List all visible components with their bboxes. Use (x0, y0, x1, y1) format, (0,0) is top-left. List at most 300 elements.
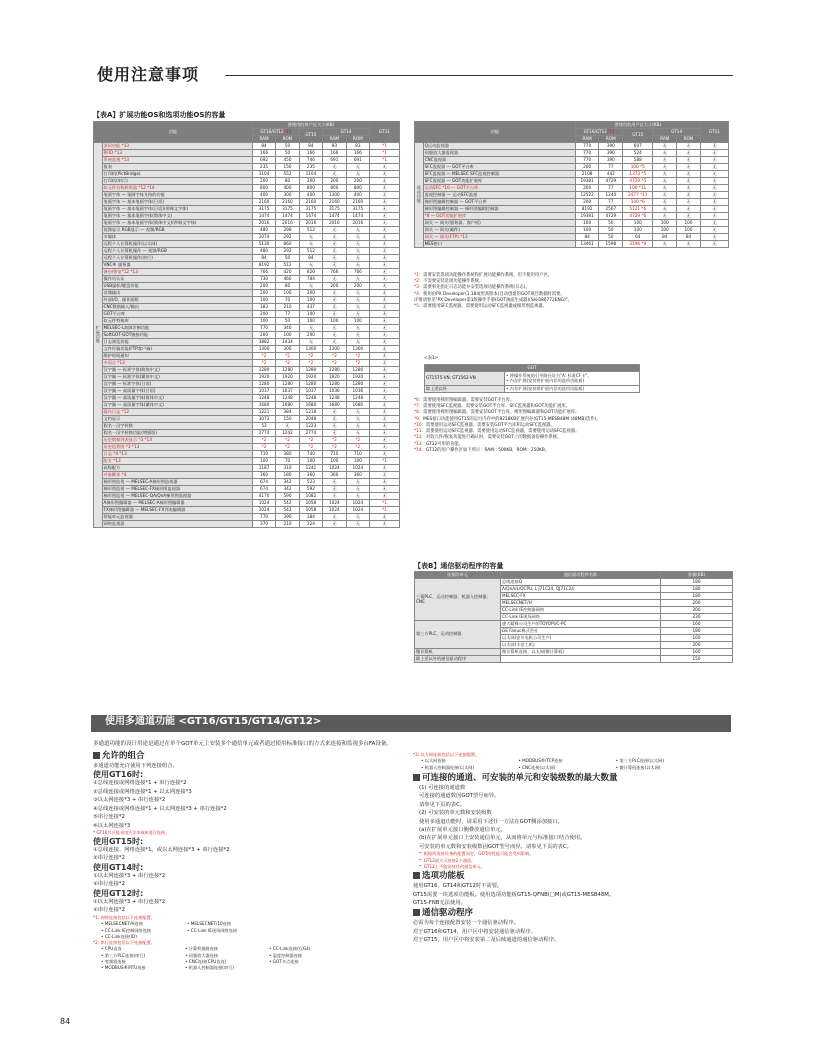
left-value-cell: 1280 (276, 381, 299, 388)
left-value-cell: 1024 (323, 507, 346, 514)
left-value-cell: 1221 (252, 409, 275, 416)
square-bullet-icon (413, 909, 420, 916)
right-value-cell: 200 (575, 199, 599, 206)
right-value-cell: 770 (575, 150, 599, 157)
table-row (94, 290, 400, 297)
left-function-cell: 操作员认证 (102, 276, 252, 283)
right-function-cell: SFC监视器 — GOT功能扩展库 (423, 178, 575, 185)
left-value-cell: 1920 (323, 374, 346, 381)
right-value-cell: 3196 *9 (623, 241, 653, 248)
left-value-cell: 无 (370, 437, 400, 444)
table-row (415, 649, 733, 656)
capacity-cell: 160 (661, 621, 733, 628)
list-item: ①总线连接、网络连接*1，或以太网连接*3 + 串行连接*2 (93, 846, 230, 853)
table-row (415, 241, 729, 248)
table-row (415, 185, 729, 192)
left-value-cell: 1474 (346, 213, 370, 220)
left-value-cell: 无 (370, 283, 400, 290)
left-value-cell: 310 (276, 465, 299, 472)
left-value-cell: *2 (252, 444, 275, 451)
left-value-cell: 1037 (276, 388, 299, 395)
table-row (94, 423, 400, 430)
left-value-cell: *2 (276, 444, 299, 451)
table-row (94, 479, 400, 486)
right-value-cell: 无 (700, 199, 728, 206)
table-row (94, 381, 400, 388)
left-function-cell: 备份/恢复*12 *13 (102, 269, 252, 276)
left-value-cell: 1280 (346, 367, 370, 374)
left-value-cell: 无 (346, 171, 370, 178)
list-item: • 第三方PLC连接(以太网) (615, 758, 665, 764)
table-row (94, 227, 400, 234)
left-value-cell: 无 (323, 276, 346, 283)
driver-text (413, 919, 733, 944)
right-value-cell: 50 (599, 227, 623, 234)
left-value-cell: 1036 (323, 388, 346, 395)
left-value-cell: 1024 (252, 507, 275, 514)
table1-row2-label: 除上述以外 (425, 386, 505, 393)
left-value-cell: *2 (299, 437, 322, 444)
right-value-cell: 无 (677, 192, 701, 199)
left-function-cell: 汉字圈 — 高质量字体(繁体中文) (102, 402, 252, 409)
right-value-cell: 无 (677, 157, 701, 164)
left-value-cell: 无 (370, 297, 400, 304)
table-row (94, 486, 400, 493)
table-row (94, 367, 400, 374)
left-function-cell: 打印机(PictBridge) (102, 171, 252, 178)
table-row (94, 255, 400, 262)
left-function-cell: 汉字圈 — 标准字体(繁体中文) (102, 374, 252, 381)
footnote3-label: *3: 以太网连接包括以下连接配置。 (413, 752, 480, 757)
right-value-cell: 无 (700, 220, 728, 227)
right-value-cell: 4729 *6 (623, 213, 653, 220)
table-row (415, 192, 729, 199)
left-function-cell: 汉字圈 — 高质量字体(简体中文) (102, 395, 252, 402)
left-column (93, 752, 393, 972)
left-value-cell: 无 (370, 472, 400, 479)
driver-name-cell: MELSECNET/H (501, 600, 661, 607)
left-function-cell: 笔画字体 — 笔画字体支持的功能 (102, 192, 252, 199)
table-row (415, 171, 729, 178)
header-gt16-note: *13 (283, 128, 292, 134)
capacity-cell: 200 (661, 600, 733, 607)
left-value-cell: *2 (323, 360, 346, 367)
left-value-cell: 无 (370, 423, 400, 430)
left-value-cell: 1280 (276, 367, 299, 374)
left-function-cell: 远程个人计算机操作 — 视频/RGB (102, 248, 252, 255)
left-value-cell: *2 (299, 353, 322, 360)
left-value-cell: 384 (299, 514, 322, 521)
footnote: *7：需要使用SFC监视器。需要安装GOT平台库、SFC监视器和GOT功能扩展库。 (414, 404, 570, 410)
left-value-cell: 无 (323, 521, 346, 528)
right-value-cell: 390 (599, 150, 623, 157)
left-value-cell: 无 (370, 395, 400, 402)
list-item: • 机器人控制器连接(以太网) (421, 764, 475, 770)
list-item: • GOT多点连接 (269, 958, 299, 964)
header-gt15: GT15 (299, 129, 322, 143)
right-value-cell: 无 (700, 213, 728, 220)
table-row (94, 444, 400, 451)
left-value-cell: *2 (346, 444, 370, 451)
left-value-cell: 无 (370, 206, 400, 213)
left-function-cell: 打印机(串行) (102, 178, 252, 185)
left-value-cell: 691 (346, 157, 370, 164)
square-bullet-icon (413, 872, 420, 879)
right-function-cell: 伺服放大器监视器 (423, 150, 575, 157)
left-value-cell: 370 (252, 521, 275, 528)
list-item: • CC-Link IE控制网络连接 (101, 927, 152, 933)
left-value-cell: 1058 (299, 507, 322, 514)
left-value-cell: 无 (323, 248, 346, 255)
left-value-cell: 无 (370, 234, 400, 241)
channels-notes (413, 851, 733, 870)
connected-unit-cell: 微计算机 (415, 649, 501, 656)
left-value-cell: 420 (276, 269, 299, 276)
left-value-cell: 无 (299, 283, 322, 290)
header-rom-gt14-r: ROM (677, 136, 701, 143)
left-value-cell: 100 (252, 318, 275, 325)
right-value-cell: 无 (653, 213, 677, 220)
right-value-cell: 无 (677, 164, 701, 171)
left-value-cell: 无 (370, 486, 400, 493)
left-value-cell: *2 (252, 353, 275, 360)
capacity-table-left (93, 121, 400, 528)
capacity-table-right (414, 121, 729, 248)
left-value-cell: 无 (323, 486, 346, 493)
right-function-cell: 网关 — 网关(FTP) *13 (423, 234, 575, 241)
left-function-cell: 假名一汉字转换功能(增强版) (102, 430, 252, 437)
right-value-cell: 无 (653, 171, 677, 178)
list-item: 必需为每个连接配置安装一个通信驱动程序。 (413, 920, 519, 927)
table1-row1-v1: • 将操作系统的引导路径设为"A: 标准CF卡"。 (506, 372, 592, 378)
left-value-cell: 200 (252, 283, 275, 290)
left-function-cell: 笔画字体 — 基本笔画字体(日语)(带韩文字体) (102, 206, 252, 213)
right-function-cell: 梯形图编辑控制器 — GOT平台库 (423, 199, 575, 206)
left-value-cell: 1680 (346, 402, 370, 409)
table-row (94, 283, 400, 290)
table-row (94, 220, 400, 227)
left-value-cell: *1 (370, 157, 400, 164)
left-function-cell: 文档显示 (102, 416, 252, 423)
table-row (94, 297, 400, 304)
footnote: *2：不需要安装选项功能操作系统。 (414, 279, 484, 285)
table-row (415, 234, 729, 241)
header-gt11: GT11 (370, 122, 400, 143)
left-value-cell: 2160 (323, 199, 346, 206)
left-function-cell: 智能单元监视器 (102, 514, 252, 521)
table-row (94, 164, 400, 171)
left-function-cell: 汉字圈 — 高质量字体(日语) (102, 388, 252, 395)
list-item: GT15-FNB无法使用。 (413, 900, 466, 906)
left-value-cell: 1024 (323, 500, 346, 507)
list-item: • 以太网连接 (421, 758, 446, 764)
table-row (415, 143, 729, 150)
table-row (94, 157, 400, 164)
left-function-cell: 系统监视 *13 (102, 157, 252, 164)
left-function-cell: 笔画字体 — 基本笔画字体(简体中文)(带韩文字体) (102, 220, 252, 227)
left-value-cell: 无 (346, 339, 370, 346)
right-value-cell: 无 (677, 206, 701, 213)
right-value-cell: 390 (599, 157, 623, 164)
left-value-cell: 542 (276, 500, 299, 507)
left-value-cell: 无 (370, 241, 400, 248)
left-value-cell: 80 (276, 178, 299, 185)
left-value-cell: *2 (299, 444, 322, 451)
right-value-cell: 无 (677, 178, 701, 185)
right-value-cell: 无 (677, 150, 701, 157)
table-a-title: 【表A】扩展功能OS和选项功能OS的容量 (93, 111, 226, 119)
table-row (415, 164, 729, 171)
left-value-cell: 无 (346, 164, 370, 171)
gt14-list (93, 872, 393, 889)
right-value-cell: 100 (575, 227, 599, 234)
footnote: 详情请参见"PX Developer第1版操作手册(GOT画面生成器)(SH-080772ENG)"。 (414, 297, 572, 303)
left-value-cell: 2160 (276, 199, 299, 206)
left-value-cell: 3175 (299, 206, 322, 213)
right-function-cell: *8 — GOT功能扩展库 (423, 213, 575, 220)
table-a-right (414, 121, 729, 248)
left-value-cell: 2016 (252, 220, 275, 227)
gt12-list (93, 898, 393, 915)
left-value-cell: 无 (346, 304, 370, 311)
right-value-cell: 77 (599, 185, 623, 192)
left-function-cell: 梯形图监视 — MELSEC-A梯形图监视器 (102, 479, 252, 486)
left-value-cell: 1082 (299, 493, 322, 500)
left-value-cell: *2 (346, 360, 370, 367)
left-function-cell: 操作日志 *12 (102, 409, 252, 416)
left-value-cell: 无 (299, 241, 322, 248)
right-value-cell: 100 (575, 220, 599, 227)
header-gt16-r: GT16/GT12 (583, 128, 607, 134)
left-value-cell: 无 (323, 227, 346, 234)
left-value-cell: 592 (299, 486, 322, 493)
header-function: 功能 (94, 122, 253, 143)
left-function-cell: 汉字圈 — 标准字体(简体中文) (102, 367, 252, 374)
table-row (94, 416, 400, 423)
left-value-cell: 100 (323, 318, 346, 325)
right-function-cell: CNC监视器 (423, 157, 575, 164)
left-function-cell: 日志 *4 *13 (102, 451, 252, 458)
left-value-cell: 100 (346, 458, 370, 465)
left-value-cell: 1248 (252, 395, 275, 402)
left-value-cell: 800 (299, 185, 322, 192)
left-value-cell: 80 (276, 283, 299, 290)
header-rom: ROM (276, 136, 299, 143)
left-value-cell: 无 (370, 367, 400, 374)
right-value-cell: 无 (700, 185, 728, 192)
table-b (414, 571, 732, 663)
right-value-cell: 100 *5 (623, 164, 653, 171)
table-row (94, 178, 400, 185)
left-value-cell: 无 (323, 234, 346, 241)
left-value-cell: 无 (370, 451, 400, 458)
left-value-cell: 100 (252, 297, 275, 304)
left-value-cell: 1104 (299, 171, 322, 178)
right-value-cell: 无 (700, 143, 728, 150)
left-value-cell: 无 (346, 479, 370, 486)
footnote: *3：需要事先指定日志功能并安装选项功能操作系统(日志)。 (414, 285, 530, 291)
left-value-cell: 无 (370, 227, 400, 234)
left-value-cell: 1037 (252, 388, 275, 395)
left-value-cell: 200 (252, 311, 275, 318)
list-item: • CC-Link连接(ID) (101, 933, 137, 939)
left-value-cell: 70 (276, 297, 299, 304)
left-value-cell: 无 (370, 444, 400, 451)
channels-text (413, 784, 733, 852)
header-rom-gt14: ROM (346, 136, 370, 143)
list-item: • 伺服放大器连接 (185, 952, 219, 958)
table1-row1-v2: • 内存扩展(安装带扩展内存的选项功能板) (506, 377, 585, 383)
left-function-cell: CNC数据输入/输出 (102, 304, 252, 311)
left-value-cell: 2016 (323, 220, 346, 227)
header-ram-gt14: RAM (323, 136, 346, 143)
left-value-cell: 860 (276, 241, 299, 248)
header-ram-r: RAM (575, 136, 599, 143)
left-value-cell: 5130 (252, 241, 275, 248)
left-value-cell: 1300 (346, 346, 370, 353)
left-value-cell: 1280 (299, 367, 322, 374)
left-value-cell: 1024 (346, 507, 370, 514)
list-item: *: GT12上不能安装任何通信单元。 (419, 864, 486, 869)
left-value-cell: 460 (276, 276, 299, 283)
left-value-cell: 2016 (346, 220, 370, 227)
left-function-cell: 笔画字体 — 基本笔画字体(简体中文) (102, 213, 252, 220)
left-value-cell: 1036 (346, 388, 370, 395)
left-function-cell: 外部I/O、操作面板 (102, 297, 252, 304)
left-value-cell: 无 (370, 262, 400, 269)
left-function-cell: 假名一汉字转换 (102, 423, 252, 430)
table-row (94, 192, 400, 199)
left-value-cell: 1300 (299, 346, 322, 353)
left-value-cell: 674 (252, 486, 275, 493)
table-row (94, 150, 400, 157)
list-item: • 微计算机连接(以太网) (615, 764, 661, 770)
left-value-cell: 360 (299, 472, 322, 479)
left-value-cell: 1300 (252, 346, 275, 353)
left-value-cell: 210 (276, 304, 299, 311)
table1-row1-label: GT1575-VN, GT1562-VN (425, 372, 505, 386)
list-item: 可安装的单元数和安装级数因GOT型号而异。请参见下页的表C。 (419, 843, 572, 850)
left-function-cell: 对象脚本 *4 (102, 472, 252, 479)
left-value-cell: *2 (346, 353, 370, 360)
left-value-cell: 800 (252, 185, 275, 192)
right-value-cell: 77 (599, 164, 623, 171)
left-function-cell: 多语言 *13 (102, 360, 252, 367)
right-value-cell: 50 (599, 220, 623, 227)
table-row (415, 220, 729, 227)
right-value-cell: 19381 (575, 178, 599, 185)
right-value-cell: 无 (653, 199, 677, 206)
left-value-cell: 无 (346, 416, 370, 423)
driver-name-cell: 总线连接Q (501, 579, 661, 586)
right-value-cell: 8192 (575, 206, 599, 213)
table-row (94, 311, 400, 318)
left-value-cell: 无 (370, 332, 400, 339)
board-text (413, 882, 733, 907)
combo-heading: 允许的组合 (93, 752, 393, 762)
table-row (94, 409, 400, 416)
left-value-cell: 770 (252, 325, 275, 332)
footnote: *10：需要使用运动SFC监视器。需要安装GOT平台库和运动SFC监视器。 (414, 422, 555, 428)
table-row (94, 374, 400, 381)
right-value-cell: 100 (677, 227, 701, 234)
left-value-cell: *1 (370, 143, 400, 150)
list-item: • MELSECNET/10连接 (187, 921, 232, 927)
left-value-cell: 590 (276, 493, 299, 500)
table1 (424, 364, 639, 393)
left-value-cell: *2 (323, 444, 346, 451)
left-function-cell: 远程个人计算机操作(串行) (102, 255, 252, 262)
left-value-cell: 1218 (299, 409, 322, 416)
left-value-cell: 1434 (276, 339, 299, 346)
table-row (415, 150, 729, 157)
page-number: 84 (60, 1017, 71, 1026)
left-value-cell: 691 (323, 157, 346, 164)
left-value-cell: 无 (370, 381, 400, 388)
table-row (415, 206, 729, 213)
right-value-cell: 无 (653, 157, 677, 164)
left-value-cell: 166 (252, 150, 275, 157)
left-value-cell: 无 (370, 185, 400, 192)
left-value-cell: 100 (323, 458, 346, 465)
left-value-cell: 无 (370, 318, 400, 325)
left-value-cell: 360 (252, 472, 275, 479)
table-row (94, 276, 400, 283)
left-value-cell: 1680 (299, 402, 322, 409)
right-value-cell: 50 (599, 234, 623, 241)
table-b-h3: 容量(KB) (661, 572, 733, 579)
table-row (94, 493, 400, 500)
table-row (94, 143, 400, 150)
right-value-cell: 无 (700, 241, 728, 248)
left-value-cell: 1024 (323, 465, 346, 472)
driver-name-cell: A/QnA/L/QCPU, L J71C24, QJ71C24 (501, 586, 661, 593)
left-value-cell: 820 (299, 269, 322, 276)
left-value-cell: 200 (299, 178, 322, 185)
footnote: *5：需要使用SFC监视器。需要使用运动SFC监视器或梯形图监视器。 (414, 304, 548, 310)
left-value-cell: 360 (323, 472, 346, 479)
left-value-cell: 50 (276, 143, 299, 150)
table1-row2-v1: • 内存扩展(安装带扩展内存的选项功能板) (505, 386, 640, 393)
section-title: 使用多通道功能 <GT16/GT15/GT14/GT12> (105, 716, 322, 727)
left-value-cell: 无 (346, 276, 370, 283)
left-value-cell: 无 (370, 311, 400, 318)
list-item: 可连接的通道数因GOT型号而异。 (419, 793, 500, 800)
list-item: *: 根据所连接设备的配置而定，GOT的性能可能会受到影响。 (419, 851, 534, 857)
left-value-cell: 2160 (252, 199, 275, 206)
left-value-cell: 无 (370, 164, 400, 171)
right-value-cell: 77 (599, 199, 623, 206)
left-value-cell: 200 (252, 290, 275, 297)
left-value-cell: 1248 (299, 395, 322, 402)
header-capacity: 要使用的用户区大小(KB) (252, 122, 369, 129)
left-value-cell: 292 (276, 248, 299, 255)
right-value-cell: 5121 *6 (623, 206, 653, 213)
left-value-cell: 512 (299, 248, 322, 255)
list-item: ⑤串行连接*2 (93, 814, 125, 821)
left-value-cell: 1474 (276, 213, 299, 220)
left-value-cell: 1680 (323, 402, 346, 409)
capacity-cell: 160 (661, 649, 733, 656)
left-value-cell: 2048 (299, 416, 322, 423)
left-value-cell: 无 (323, 290, 346, 297)
left-value-cell: 3175 (323, 206, 346, 213)
left-value-cell: 1223 (299, 423, 322, 430)
table-a-notes-2 (414, 398, 732, 454)
list-item: (b)在扩展单元接口上安装通信单元，从而将单元与标准接口结合使用。 (419, 835, 586, 842)
right-value-cell: 12522 (575, 192, 599, 199)
left-value-cell: 800 (346, 185, 370, 192)
